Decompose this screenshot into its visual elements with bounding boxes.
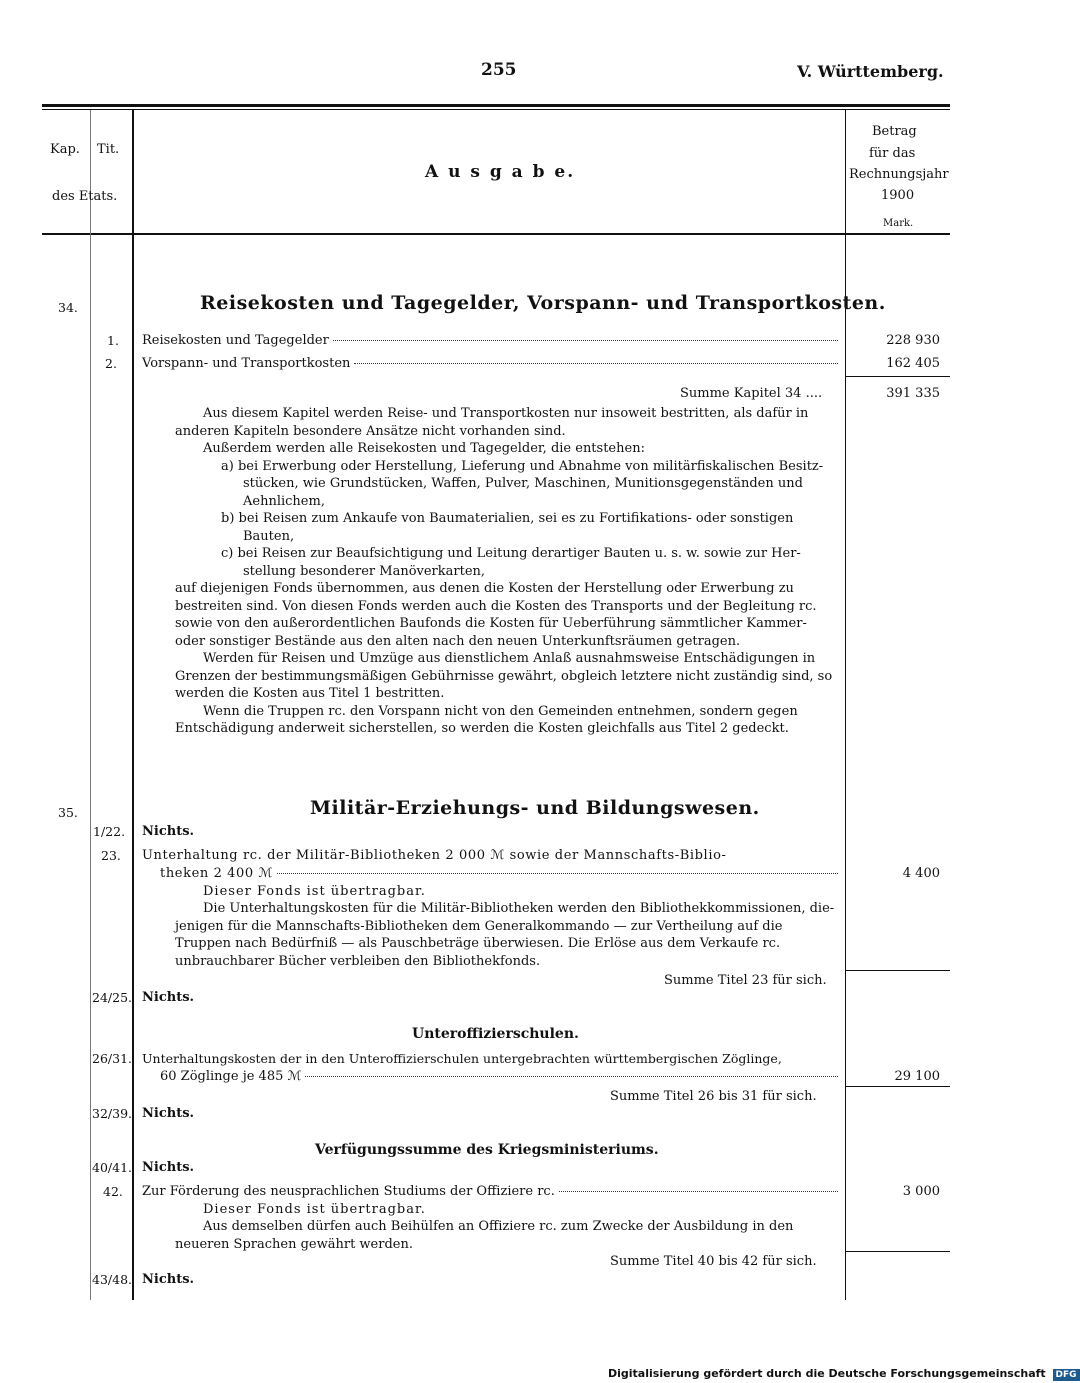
sum-34-rule — [846, 376, 950, 377]
kap-35: 35. — [58, 805, 78, 820]
chapter-35-title: Militär-Erziehungs- und Bildungswesen. — [310, 797, 760, 819]
col-divider-tit — [132, 110, 134, 1300]
note-line: b) bei Reisen zum Ankaufe von Baumaterialien, sei es zu Fortifikations- oder sonstigen — [221, 511, 794, 526]
sum-40-rule — [846, 1251, 950, 1252]
note-line: neueren Sprachen gewährt werden. — [175, 1236, 413, 1252]
footer-text: Digitalisierung gefördert durch die Deutsche Forschungsgemeinschaft — [608, 1367, 1046, 1380]
note-line: jenigen für die Mannschafts-Bibliotheken dem Generalkommando — zur Vertheilung auf die — [175, 918, 783, 934]
sum-26-rule — [846, 1086, 950, 1087]
row-40-41-text: Nichts. — [142, 1160, 195, 1175]
table-title: A u s g a b e. — [425, 162, 576, 182]
row-23-notes — [175, 900, 837, 970]
unteroffizier-heading: Unteroffizierschulen. — [412, 1026, 579, 1042]
chapter-34-title: Reisekosten und Tagegelder, Vorspann- und Transportkosten. — [200, 292, 886, 314]
col-divider-kap — [90, 110, 91, 1300]
row-1-22-text: Nichts. — [142, 824, 195, 839]
note-line: c) bei Reisen zur Beaufsichtigung und Leitung derartiger Bauten u. s. w. sowie zur Her- — [221, 546, 801, 561]
note-line: Aehnlichem, — [243, 493, 325, 509]
kap-34: 34. — [58, 300, 78, 315]
tit-40-41: 40/41. — [92, 1160, 132, 1175]
note-line: Wenn die Truppen rc. den Vorspann nicht von den Gemeinden entnehmen, sondern gegen — [203, 703, 798, 719]
tit-43-48: 43/48. — [92, 1272, 132, 1287]
verfuegung-heading: Verfügungssumme des Kriegsministeriums. — [315, 1142, 659, 1158]
unteroffizier-line2-label: 60 Zöglinge je 485 ℳ — [160, 1069, 302, 1084]
note-line: Truppen nach Bedürfniß — als Pauschbeträge überwiesen. Die Erlöse aus dem Verkaufe rc. — [175, 936, 781, 951]
tit-1: 1. — [107, 333, 119, 348]
page-number: 255 — [481, 60, 517, 80]
col-head-des-etats: des Etats. — [52, 189, 118, 204]
tit-42: 42. — [103, 1184, 123, 1199]
item-2-label: Vorspann- und Transportkosten — [142, 356, 351, 371]
note-line: auf diejenigen Fonds übernommen, aus denen die Kosten der Herstellung oder Erwerbung zu — [175, 581, 794, 596]
row-24-25-text: Nichts. — [142, 990, 195, 1005]
note-line: sowie von den außerordentlichen Baufonds die Kosten für Ueberführung sämmtlicher Kammer- — [175, 616, 807, 631]
note-line: bestreiten sind. Von diesen Fonds werden auch die Kosten des Transports und der Begleitung rc. — [175, 598, 817, 614]
footer-credit — [608, 1367, 1080, 1381]
unteroffizier-line1: Unterhaltungskosten der in den Unteroffizierschulen untergebrachten württembergischen Zöglinge, — [142, 1051, 782, 1066]
sum-34-amount: 391 335 — [886, 386, 940, 401]
note-line: Bauten, — [243, 528, 295, 544]
unteroffizier-amount: 29 100 — [894, 1069, 940, 1084]
item-1-amount: 228 930 — [886, 333, 940, 348]
note-line: unbrauchbarer Bücher verbleiben den Bibliothekfonds. — [175, 953, 541, 969]
unteroffizier-sum-label: Summe Titel 26 bis 31 für sich. — [610, 1089, 817, 1104]
note-line: Entschädigung anderweit sicherstellen, so werden die Kosten gleichfalls aus Titel 2 gedeckt. — [175, 721, 789, 736]
amount-head-1: Betrag — [872, 124, 917, 139]
amount-head-2: für das — [869, 146, 916, 161]
tit-24-25: 24/25. — [92, 990, 132, 1005]
note-line: Außerdem werden alle Reisekosten und Tagegelder, die entstehen: — [203, 441, 645, 456]
note-line: werden die Kosten aus Titel 1 bestritten. — [175, 686, 445, 701]
top-double-rule — [42, 104, 950, 107]
amount-head-3: Rechnungsjahr — [849, 167, 949, 182]
row-42-amount: 3 000 — [902, 1184, 940, 1199]
tit-26-31: 26/31. — [92, 1051, 132, 1066]
row-23-line2-label: theken 2 400 ℳ — [160, 866, 274, 881]
tit-2: 2. — [105, 356, 117, 371]
note-line: Werden für Reisen und Umzüge aus dienstlichem Anlaß ausnahmsweise Entschädigungen in — [203, 651, 816, 666]
row-23-amount: 4 400 — [902, 866, 940, 881]
col-head-tit: Tit. — [97, 142, 120, 157]
tit-23: 23. — [101, 848, 121, 863]
row-23-line2 — [160, 866, 842, 881]
tit-1-22: 1/22. — [93, 824, 126, 839]
note-line: anderen Kapiteln besondere Ansätze nicht vorhanden sind. — [175, 423, 566, 439]
item-1-text — [142, 333, 842, 348]
note-line: Aus demselben dürfen auch Beihülfen an Offiziere rc. zum Zwecke der Ausbildung in den — [203, 1219, 794, 1234]
sum-34-label: Summe Kapitel 34 .... — [680, 386, 823, 401]
row-42-transfer: Dieser Fonds ist übertragbar. — [203, 1202, 426, 1217]
item-2-amount: 162 405 — [886, 356, 940, 371]
header-bottom-rule — [42, 233, 950, 235]
row-32-39-text: Nichts. — [142, 1106, 195, 1121]
row-42-line1 — [142, 1184, 842, 1199]
row-23-line1: Unterhaltung rc. der Militär-Bibliotheken 2 000 ℳ sowie der Mannschafts-Biblio- — [142, 848, 727, 863]
top-rule-thin — [42, 109, 950, 110]
dfg-logo: DFG — [1053, 1369, 1080, 1381]
col-divider-amount — [845, 110, 846, 1300]
amount-head-4: 1900 — [881, 188, 915, 203]
note-line: Aus diesem Kapitel werden Reise- und Transportkosten nur insoweit bestritten, als dafür in — [203, 406, 809, 421]
note-line: a) bei Erwerbung oder Herstellung, Lieferung und Abnahme von militärfiskalischen Besitz- — [221, 458, 824, 474]
note-line: stellung besonderer Manöverkarten, — [243, 563, 486, 579]
col-head-kap: Kap. — [50, 142, 80, 157]
tit-32-39: 32/39. — [92, 1106, 132, 1121]
amount-unit: Mark. — [883, 218, 914, 229]
note-line: stücken, wie Grundstücken, Waffen, Pulver, Maschinen, Munitionsgegenständen und — [243, 476, 803, 491]
verfuegung-sum-label: Summe Titel 40 bis 42 für sich. — [610, 1254, 817, 1269]
item-2-text — [142, 356, 842, 371]
note-line: Die Unterhaltungskosten für die Militär-Bibliotheken werden den Bibliothekkommissionen, die- — [203, 901, 835, 916]
sum-23-label: Summe Titel 23 für sich. — [664, 973, 827, 988]
row-23-transfer: Dieser Fonds ist übertragbar. — [203, 884, 426, 899]
item-1-label: Reisekosten und Tagegelder — [142, 333, 329, 348]
note-line: oder sonstiger Bestände aus den alten nach den neuen Unterkunftsräumen getragen. — [175, 633, 741, 649]
row-42-label: Zur Förderung des neusprachlichen Studiums der Offiziere rc. — [142, 1184, 555, 1199]
row-42-notes — [175, 1218, 837, 1253]
row-43-48-text: Nichts. — [142, 1272, 195, 1287]
chapter-34-notes — [175, 405, 837, 738]
note-line: Grenzen der bestimmungsmäßigen Gebührnisse gewährt, obgleich letztere nicht zuständig sind, so — [175, 668, 833, 684]
unteroffizier-line2 — [160, 1069, 842, 1084]
sum-23-rule — [846, 970, 950, 971]
section-heading: V. Württemberg. — [797, 62, 944, 81]
